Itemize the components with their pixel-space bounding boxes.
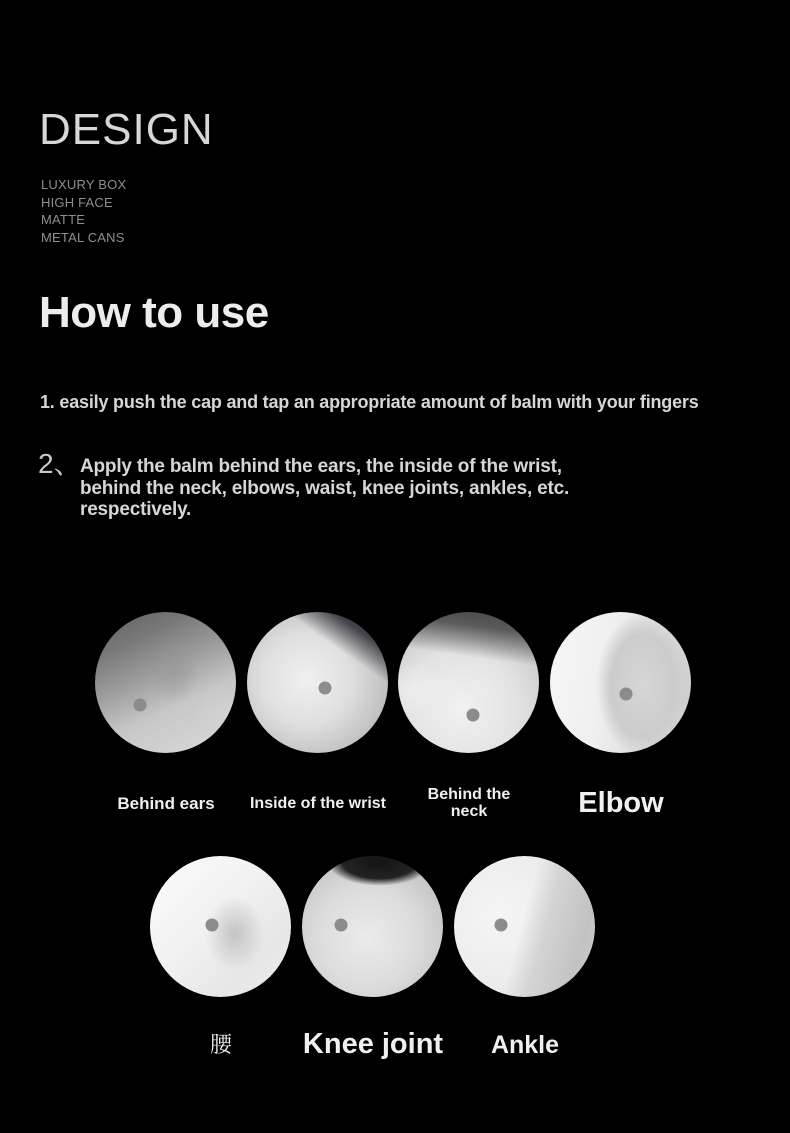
how-to-use-title: How to use	[39, 288, 269, 337]
design-feature-list	[41, 176, 126, 246]
label-elbow: Elbow	[578, 787, 664, 819]
step-2-line-2: behind the neck, elbows, waist, knee joints, ankles, etc.	[80, 477, 570, 499]
elbow-photo	[550, 612, 691, 753]
behind-ears-photo	[95, 612, 236, 753]
instruction-step-2-number: 2、	[38, 448, 82, 479]
instruction-step-2-text	[80, 456, 680, 521]
ankle-photo	[454, 856, 595, 997]
step-2-line-1: Apply the balm behind the ears, the inside of the wrist,	[80, 456, 562, 477]
feature-metal-cans: METAL CANS	[41, 229, 125, 245]
design-section-title: DESIGN	[39, 105, 214, 154]
feature-matte: MATTE	[41, 212, 86, 227]
application-spot-dot	[134, 699, 147, 712]
label-inside-wrist: Inside of the wrist	[249, 795, 386, 812]
knee-joint-photo	[302, 856, 443, 997]
behind-neck-photo	[398, 612, 539, 753]
application-spot-dot	[466, 708, 479, 721]
feature-luxury-box: LUXURY BOX	[41, 177, 127, 192]
label-behind-neck: Behind the neck	[427, 786, 511, 820]
feature-high-face: HIGH FACE	[41, 194, 113, 210]
inside-wrist-photo	[247, 612, 388, 753]
instruction-step-1: 1. easily push the cap and tap an appropriate amount of balm with your fingers	[40, 392, 699, 412]
application-spot-dot	[318, 682, 331, 695]
application-spot-dot	[335, 919, 348, 932]
label-knee-joint: Knee joint	[302, 1028, 444, 1060]
application-spot-dot	[620, 687, 633, 700]
step-2-line-3: respectively.	[80, 499, 192, 520]
label-waist: 腰	[209, 1032, 232, 1057]
label-behind-ears: Behind ears	[117, 794, 215, 813]
waist-photo	[150, 856, 291, 997]
application-spot-dot	[494, 919, 507, 932]
label-ankle: Ankle	[490, 1031, 560, 1059]
application-spot-dot	[206, 919, 219, 932]
